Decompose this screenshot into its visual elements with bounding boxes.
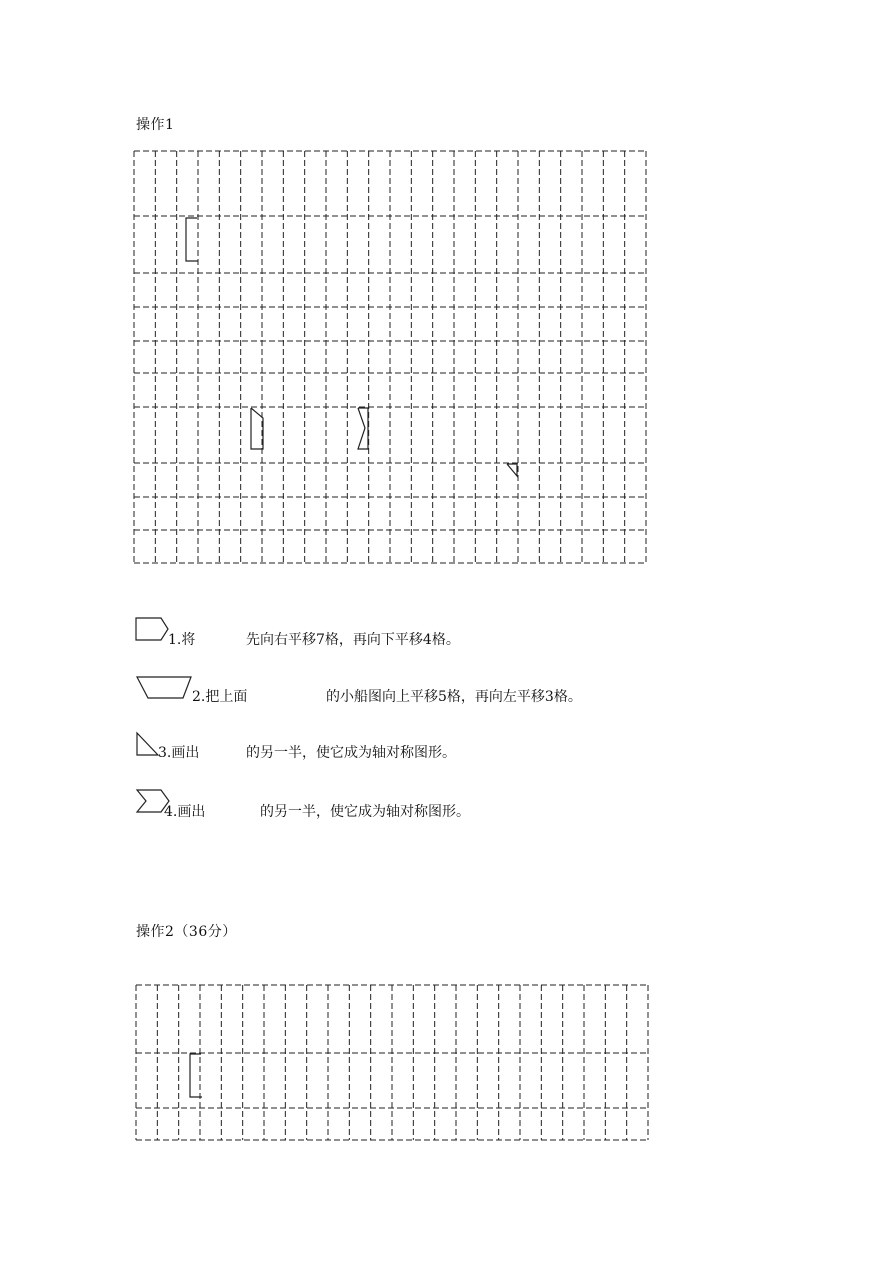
task-4-label: 4.画出 (164, 804, 206, 820)
task-3-text: 的另一半，使它成为轴对称图形。 (246, 745, 456, 761)
task-4-text: 的另一半，使它成为轴对称图形。 (260, 804, 470, 820)
right-triangle-icon (137, 733, 158, 755)
bracket-shape (186, 218, 198, 261)
boat-trapezoid-icon (137, 677, 191, 698)
task-1-text: 先向右平移7格，再向下平移4格。 (246, 632, 460, 648)
task-3-label: 3.画出 (158, 745, 200, 761)
task-2-text: 的小船图向上平移5格，再向左平移3格。 (326, 689, 582, 705)
half-chevron-shape (358, 408, 368, 449)
section1-heading: 操作1 (136, 117, 175, 133)
task-2-label: 2.把上面 (192, 689, 248, 705)
half-boat-shape (251, 408, 263, 449)
section2-heading: 操作2（36分） (136, 924, 237, 940)
task-1-label: 1.将 (168, 632, 196, 648)
half-triangle-shape (507, 464, 517, 476)
pentagon-arrow-icon (136, 618, 168, 640)
